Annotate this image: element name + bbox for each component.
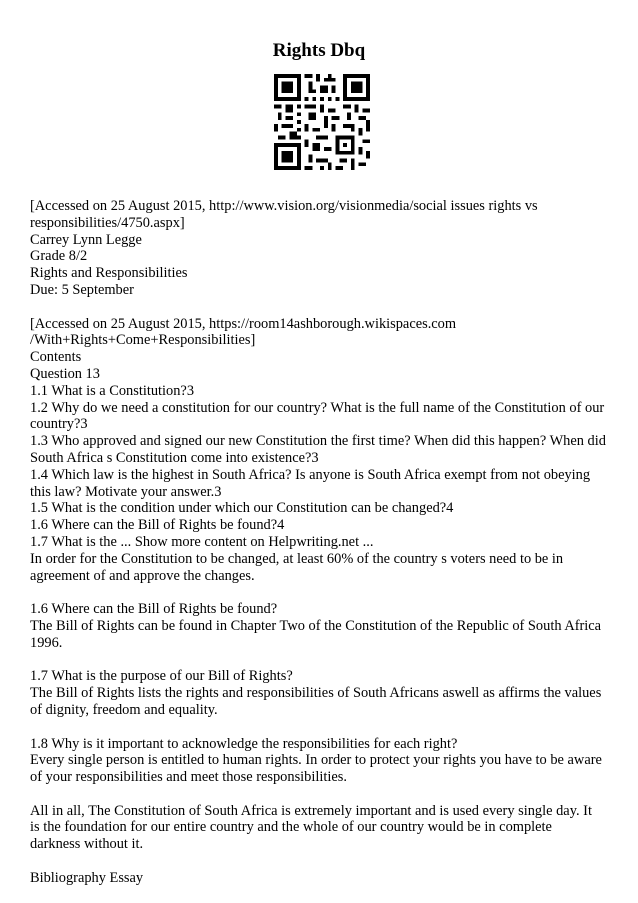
text-line: [Accessed on 25 August 2015, http://www.vision.org/visionmedia/social issues rights vs: [30, 198, 538, 214]
text-line: of your responsibilities and meet those responsibilities.: [30, 769, 347, 786]
paragraph-gap: [30, 853, 615, 870]
text-line: darkness without it.: [30, 836, 144, 853]
text-line: Due: 5 September: [30, 281, 134, 298]
page-title: Rights Dbq: [272, 40, 366, 61]
text-line: 1996.: [30, 634, 63, 651]
text-line: Carrey Lynn Legge: [30, 231, 142, 248]
text-line: The Bill of Rights lists the rights and responsibilities of South Africans aswell as affirms the values: [30, 685, 602, 702]
text-line: Contents: [30, 349, 82, 366]
paragraph-gap: [30, 719, 615, 736]
paragraph-gap: [30, 299, 615, 316]
text-line: Question 13: [30, 365, 100, 382]
text-line: Every single person is entitled to human rights. In order to protect your rights you have to be aware: [30, 752, 602, 769]
paragraph-gap: [30, 584, 615, 601]
text-line: 1.6 Where can the Bill of Rights be found?: [30, 601, 278, 618]
text-line: South Africa s Constitution come into existence?3: [30, 449, 319, 466]
text-line: 1.5 What is the condition under which our Constitution can be changed?4: [30, 500, 454, 517]
text-line: In order for the Constitution to be changed, at least 60% of the country s voters need to be in: [30, 550, 564, 567]
text-line: 1.2 Why do we need a constitution for our country? What is the full name of the Constitution of our: [30, 399, 605, 416]
text-line: All in all, The Constitution of South Africa is extremely important and is used every single day. It: [30, 802, 592, 819]
text-line: Bibliography Essay: [30, 869, 144, 886]
text-line: is the foundation for our entire country and the whole of our country would be in complete: [30, 819, 552, 836]
text-line: 1.1 What is a Constitution?3: [30, 382, 195, 399]
text-line: 1.8 Why is it important to acknowledge the responsibilities for each right?: [30, 735, 458, 752]
text-line: [Accessed on 25 August 2015, https://room14ashborough.wikispaces.com: [30, 315, 457, 332]
text-line: The Bill of Rights can be found in Chapter Two of the Constitution of the Republic of South Africa: [30, 617, 602, 634]
text-line: Rights and Responsibilities: [30, 265, 188, 282]
text-line: 1.6 Where can the Bill of Rights be found?4: [30, 517, 285, 534]
text-line: of dignity, freedom and equality.: [30, 701, 218, 718]
paragraph-gap: [30, 652, 615, 669]
text-line: 1.3 Who approved and signed our new Constitution the first time? When did this happen? When did: [30, 433, 606, 450]
text-line: responsibilities/4750.aspx]: [30, 214, 185, 231]
text-line: this law? Motivate your answer.3: [30, 483, 222, 500]
text-line: 1.7 What is the ... Show more content on Helpwriting.net ...: [30, 533, 374, 550]
text-line: 1.7 What is the purpose of our Bill of Rights?: [30, 668, 293, 685]
text-line: agreement of and approve the changes.: [30, 567, 255, 584]
text-line: 1.4 Which law is the highest in South Africa? Is anyone is South Africa exempt from not obeying: [30, 466, 591, 483]
document-body: [30, 198, 615, 887]
paragraph-gap: [30, 786, 615, 803]
text-line: Grade 8/2: [30, 248, 88, 265]
text-line: /With+Rights+Come+Responsibilities]: [30, 332, 256, 349]
text-line: country?3: [30, 416, 88, 433]
qr-code-icon: [274, 74, 370, 170]
